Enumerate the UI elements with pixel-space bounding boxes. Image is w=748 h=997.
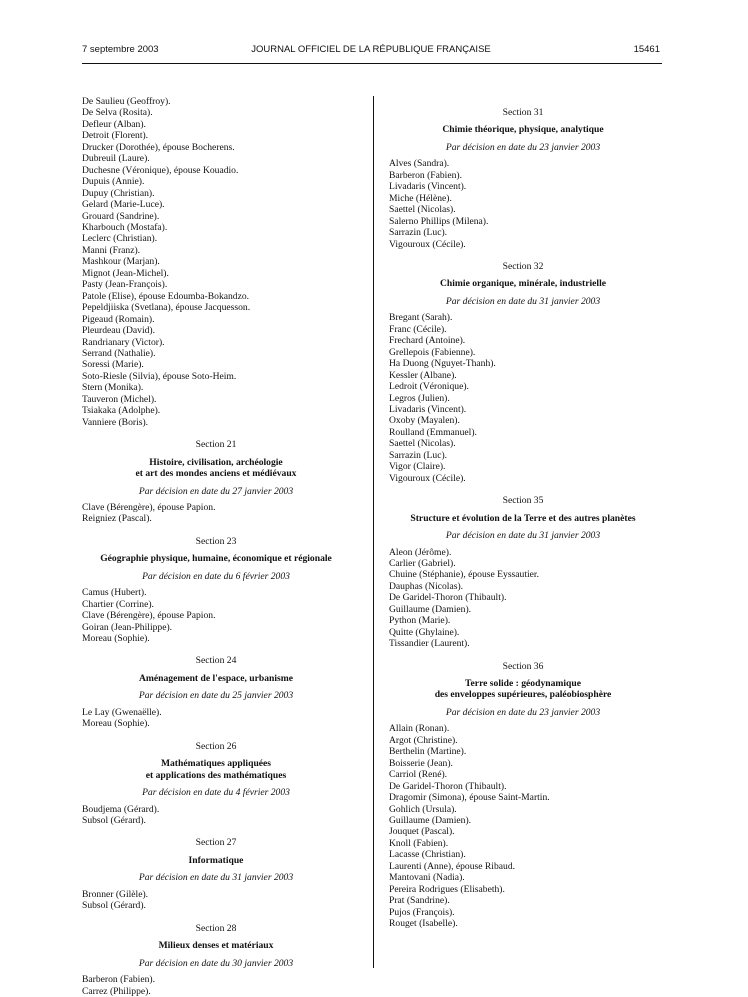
name-entry: Allain (Ronan). (389, 723, 450, 735)
name-entry: Chuine (Stéphanie), épouse Eyssautier. (389, 569, 540, 581)
name-entry: Pujos (François). (389, 906, 455, 918)
name-entry: Duchesne (Véronique), épouse Kouadio. (82, 164, 239, 176)
decision-date: Par décision en date du 31 janvier 2003 (138, 872, 294, 884)
right-column (389, 96, 657, 930)
name-entry: Guillaume (Damien). (389, 603, 472, 615)
name-entry: Clave (Bérengère), épouse Papion. (82, 610, 216, 622)
section-number: Section 24 (195, 655, 237, 667)
name-entry: Laurenti (Anne), épouse Ribaud. (389, 860, 516, 872)
section-number: Section 35 (502, 495, 544, 507)
section-block (389, 495, 657, 649)
decision-date: Par décision en date du 23 janvier 2003 (445, 706, 601, 718)
name-entry: Rouget (Isabelle). (389, 918, 458, 930)
name-entry: Mantovani (Nadia). (389, 872, 465, 884)
decision-date: Par décision en date du 27 janvier 2003 (138, 485, 294, 497)
name-entry: Mignot (Jean-Michel). (82, 267, 169, 279)
section-number: Section 31 (502, 107, 544, 118)
name-entry: Pereira Rodrigues (Elisabeth). (389, 883, 505, 895)
decision-date: Par décision en date du 30 janvier 2003 (138, 957, 294, 969)
decision-date: Par décision en date du 31 janvier 2003 (445, 530, 601, 542)
name-entry: Vigouroux (Cécile). (389, 238, 466, 250)
section-number: Section 28 (195, 922, 237, 934)
decision-date: Par décision en date du 6 février 2003 (142, 570, 290, 582)
name-entry: Pleurdeau (David). (82, 325, 155, 337)
name-entry: Reigniez (Pascal). (82, 513, 152, 525)
section-number: Section 23 (195, 535, 237, 547)
name-entry: Livadaris (Vincent). (389, 181, 467, 193)
section-number: Section 27 (195, 837, 237, 849)
name-entry: Ledroit (Véronique). (389, 381, 469, 393)
section-title: et applications des mathématiques (145, 769, 287, 781)
name-entry: Serrand (Nathalie). (82, 347, 156, 359)
name-entry: Livadaris (Vincent). (389, 403, 467, 415)
section-title: Chimie organique, minérale, industrielle (439, 278, 607, 290)
name-entry: Guillaume (Damien). (389, 815, 472, 827)
name-entry: De Garidel-Thoron (Thibault). (389, 592, 507, 604)
section-title: Mathématiques appliquées (160, 758, 272, 770)
name-entry: Moreau (Sophie). (82, 718, 150, 730)
section-number: Section 36 (502, 660, 544, 672)
page-header (82, 44, 660, 60)
name-entry: Ha Duong (Nguyet-Thanh). (389, 358, 496, 370)
name-entry: Soressi (Marie). (82, 359, 144, 371)
name-entry: Aleon (Jérôme). (389, 546, 452, 558)
decision-date: Par décision en date du 31 janvier 2003 (445, 295, 601, 307)
section-block (82, 923, 350, 997)
left-column (82, 96, 350, 997)
name-entry: Pepeldjiiska (Svetlana), épouse Jacquesson. (82, 302, 251, 314)
name-entry: Oxoby (Mayalen). (389, 415, 460, 427)
decision-date: Par décision en date du 4 février 2003 (142, 787, 290, 799)
name-entry: Kharbouch (Mostafa). (82, 221, 168, 233)
name-entry: Pasty (Jean-François). (82, 279, 168, 291)
name-entry: Gohlich (Ursula). (389, 803, 457, 815)
name-entry: Vigouroux (Cécile). (389, 472, 466, 484)
name-entry: Soto-Riesle (Silvia), épouse Soto-Heim. (82, 370, 237, 382)
name-entry: Stern (Monika). (82, 382, 144, 394)
section-title: et art des mondes anciens et médiévaux (135, 468, 297, 480)
name-entry: Saettel (Nicolas). (389, 438, 456, 450)
name-entry: Grellepois (Fabienne). (389, 346, 476, 358)
section-block (82, 439, 350, 525)
section-title: Histoire, civilisation, archéologie (149, 456, 283, 468)
name-entry: Argot (Christine). (389, 734, 458, 746)
name-entry: Knoll (Fabien). (389, 837, 449, 849)
name-entry: Dupuis (Annie). (82, 176, 145, 188)
name-entry: Dupuy (Christian). (82, 187, 155, 199)
name-entry: Tissandier (Laurent). (389, 638, 470, 650)
name-entry: Dauphas (Nicolas). (389, 580, 464, 592)
name-entry: Bronner (Gilèle). (82, 888, 149, 900)
name-entry: Tauveron (Michel). (82, 393, 157, 405)
section-block (82, 96, 350, 428)
name-entry: Patole (Elise), épouse Edoumba-Bokandzo. (82, 290, 250, 302)
section-title: Géographie physique, humaine, économique et régionale (100, 553, 332, 565)
name-entry: Dubreuil (Laure). (82, 153, 150, 165)
name-entry: Carrez (Philippe). (82, 985, 151, 997)
name-entry: Clave (Bérengère), épouse Papion. (82, 501, 216, 513)
name-entry: Boudjema (Gérard). (82, 803, 160, 815)
name-entry: Moreau (Sophie). (82, 633, 150, 645)
name-entry: Boisserie (Jean). (389, 757, 453, 769)
name-entry: Defleur (Alban). (82, 118, 146, 130)
decision-date: Par décision en date du 23 janvier 2003 (445, 141, 601, 153)
name-entry: Berthelin (Martine). (389, 746, 467, 758)
name-entry: Tsiakaka (Adolphe). (82, 405, 161, 417)
section-block (82, 655, 350, 729)
name-entry: Miche (Hélène). (389, 192, 452, 204)
name-entry: Barberon (Fabien). (389, 169, 462, 181)
name-entry: Dragomir (Simona), épouse Saint-Martin. (389, 792, 550, 804)
name-entry: Franc (Cécile). (389, 323, 447, 335)
section-block (389, 661, 657, 930)
name-entry: Quitte (Ghylaine). (389, 626, 460, 638)
name-entry: Carlier (Gabriel). (389, 557, 456, 569)
section-number: Section 21 (195, 439, 237, 451)
name-entry: Frechard (Antoine). (389, 335, 466, 347)
section-title: Milieux denses et matériaux (158, 940, 274, 952)
name-entry: Chartier (Corrine). (82, 598, 154, 610)
section-title: Structure et évolution de la Terre et des autres planètes (410, 512, 636, 524)
name-entry: Roulland (Emmanuel). (389, 426, 477, 438)
name-entry: Sarrazin (Luc). (389, 227, 448, 239)
section-block (389, 107, 657, 250)
section-number: Section 32 (502, 260, 544, 272)
column-divider (373, 96, 374, 968)
name-entry: Subsol (Gérard). (82, 815, 146, 827)
name-entry: Vanniere (Boris). (82, 416, 149, 428)
section-block (82, 741, 350, 827)
name-entry: Barberon (Fabien). (82, 974, 155, 986)
name-entry: Manni (Franz). (82, 244, 141, 256)
name-entry: Mashkour (Marjan). (82, 256, 160, 268)
name-entry: Python (Marie). (389, 615, 451, 627)
name-entry: Randrianary (Victor). (82, 336, 165, 348)
name-entry: Camus (Hubert). (82, 587, 147, 599)
name-entry: Goiran (Jean-Philippe). (82, 621, 173, 633)
name-entry: Sarrazin (Luc). (389, 449, 448, 461)
section-number: Section 26 (195, 740, 237, 752)
name-entry: Vigor (Claire). (389, 461, 446, 473)
name-entry: Legros (Julien). (389, 392, 450, 404)
section-title: Terre solide : géodynamique (465, 678, 581, 690)
name-entry: Le Lay (Gwenaëlle). (82, 706, 162, 718)
name-entry: Bregant (Sarah). (389, 312, 453, 324)
name-entry: Grouard (Sandrine). (82, 210, 160, 222)
name-entry: Salerno Phillips (Milena). (389, 215, 489, 227)
header-date: 7 septembre 2003 (82, 44, 159, 55)
header-rule (82, 63, 662, 64)
name-entry: Subsol (Gérard). (82, 900, 146, 912)
name-entry: Leclerc (Christian). (82, 233, 158, 245)
header-title: JOURNAL OFFICIEL DE LA RÉPUBLIQUE FRANÇAISE (251, 44, 491, 55)
name-entry: Saettel (Nicolas). (389, 204, 456, 216)
name-entry: Gelard (Marie-Luce). (82, 199, 165, 211)
section-block (82, 837, 350, 911)
section-title: Informatique (188, 854, 244, 866)
section-block (82, 536, 350, 645)
name-entry: Lacasse (Christian). (389, 849, 466, 861)
name-entry: Prat (Sandrine). (389, 895, 450, 907)
section-title: Chimie théorique, physique, analytique (442, 124, 604, 136)
section-block (389, 261, 657, 484)
name-entry: Drucker (Dorothée), épouse Bocherens. (82, 141, 235, 153)
name-entry: Pigeaud (Romain). (82, 313, 155, 325)
name-entry: Detroit (Florent). (82, 130, 149, 142)
name-entry: Carriol (René). (389, 769, 448, 781)
page-number: 15461 (633, 44, 660, 55)
name-entry: De Saulieu (Geoffroy). (82, 96, 171, 107)
name-entry: De Garidel-Thoron (Thibault). (389, 780, 507, 792)
section-title: Aménagement de l'espace, urbanisme (138, 672, 293, 684)
name-entry: Kessler (Albane). (389, 369, 457, 381)
name-entry: De Selva (Rosita). (82, 107, 153, 119)
name-entry: Jouquet (Pascal). (389, 826, 455, 838)
name-entry: Alves (Sandra). (389, 158, 450, 170)
section-title: des enveloppes supérieures, paléobiosphère (434, 689, 612, 701)
decision-date: Par décision en date du 25 janvier 2003 (138, 690, 294, 702)
